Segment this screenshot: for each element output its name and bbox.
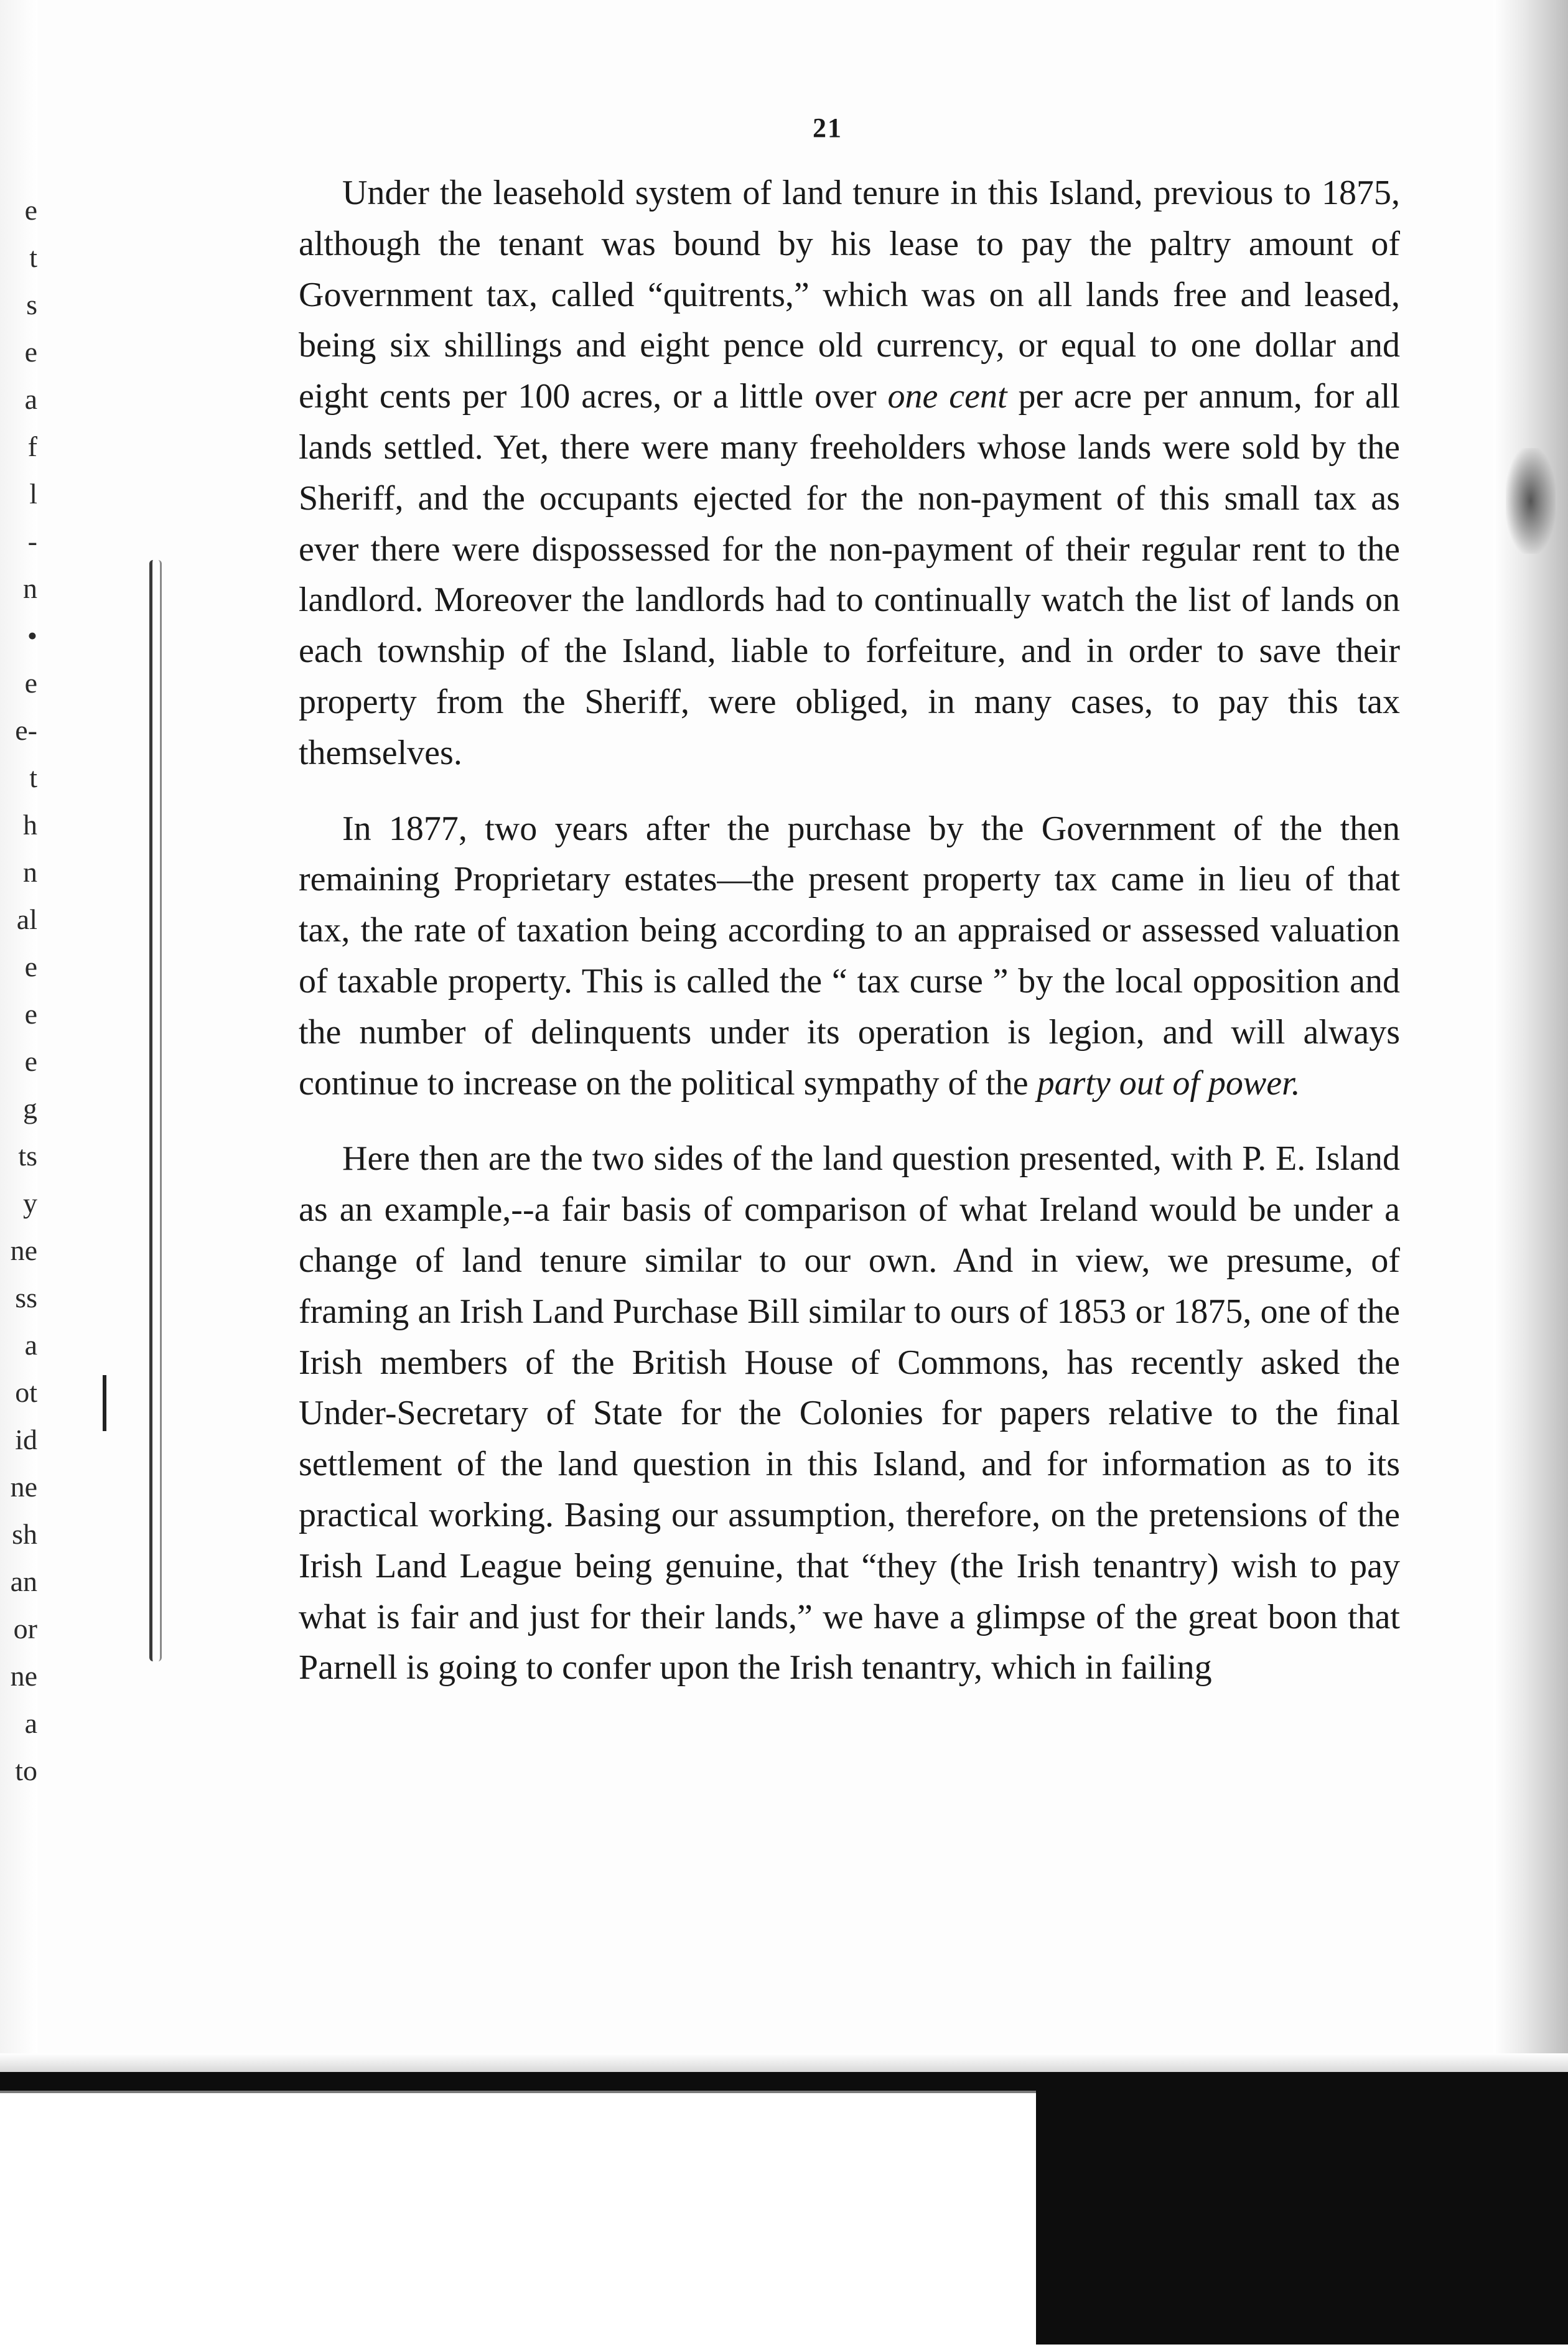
facing-fragment: sh: [12, 1518, 37, 1550]
binding-mark: [149, 560, 162, 1661]
facing-fragment: f: [27, 431, 37, 462]
page-number: 21: [813, 113, 842, 143]
right-edge-shadow: [1493, 0, 1568, 2103]
paragraph-text: Here then are the two sides of the land question presented, with P. E. Island as an example,--a fair basis of comparison of what Ireland would be under a change of land tenure similar to our own. And in view, we presume, of framing an Irish Land Purchase Bill similar to ours of 1853 or 1875, one of the Irish members of the British House of Commons, has recently asked the Under-Secretary of State for the Colonies for papers relative to the final settlement of the land question in this Island, and for information as to its practical working. Basing our assumption, therefore, on the pretensions of the Irish Land League being genuine, that “they (the Irish tenantry) wish to pay what is fair and just for their lands,” we have a glimpse of the great boon that Parnell is going to confer upon the Irish tenantry, which in failing: [299, 1139, 1400, 1687]
lower-paper-slip: [0, 2091, 1036, 2347]
facing-page-fragments: [0, 187, 37, 1794]
facing-fragment: e: [24, 951, 37, 982]
facing-fragment: e-: [15, 714, 37, 746]
facing-fragment: al: [16, 903, 37, 935]
facing-fragment: l: [29, 478, 37, 510]
facing-fragment: an: [10, 1565, 37, 1597]
facing-fragment: id: [15, 1424, 37, 1455]
facing-fragment: e: [24, 1045, 37, 1077]
facing-fragment: ts: [18, 1140, 37, 1172]
facing-fragment: a: [24, 383, 37, 415]
facing-fragment: ne: [10, 1471, 37, 1503]
facing-fragment: e: [24, 194, 37, 226]
facing-fragment: g: [23, 1093, 37, 1124]
facing-fragment: ne: [10, 1660, 37, 1692]
facing-fragment: ss: [15, 1282, 37, 1313]
facing-fragment: t: [29, 762, 37, 793]
body-text: [299, 168, 1400, 1694]
facing-fragment: n: [23, 572, 37, 604]
facing-fragment: e: [24, 998, 37, 1030]
facing-fragment: a: [24, 1329, 37, 1361]
paragraph-leasehold: [299, 168, 1400, 779]
facing-fragment: s: [26, 289, 37, 320]
paragraph-text: In 1877, two years after the purchase by the Government of the then remaining Proprietary estates—the present property tax came in lieu of that tax, the rate of taxation being according to an appraised or assessed valuation of taxable property. This is called the “ tax curse ” by the local opposition and the number of delinquents under its operation is legion, and will always continue to increase on the political sympathy of the: [299, 809, 1400, 1103]
paragraph-property-tax: [299, 804, 1400, 1109]
facing-fragment: n: [23, 856, 37, 888]
facing-fragment: y: [23, 1187, 37, 1219]
page-bottom-edge: [0, 2053, 1568, 2072]
paragraph-land-question: [299, 1134, 1400, 1694]
paragraph-text: per acre per annum, for all lands settled. Yet, there were many freeholders whose lands were sold by the Sheriff, and the occupants ejected for the non-payment of this small tax as ever there were dispossessed for the non-payment of their regular rent to the landlord. Moreover the landlords had to continually watch the list of lands on each township of the Island, liable to forfeiture, and in order to save their property from the Sheriff, were obliged, in many cases, to pay this tax themselves.: [299, 377, 1401, 772]
facing-fragment: h: [23, 809, 37, 841]
facing-fragment: t: [29, 241, 37, 273]
binding-mark-short: [103, 1375, 106, 1431]
facing-fragment: or: [13, 1613, 37, 1645]
facing-fragment: e: [24, 336, 37, 368]
paragraph-emphasis: party out of power.: [1037, 1063, 1300, 1103]
facing-fragment: ne: [10, 1234, 37, 1266]
facing-fragment: -: [27, 525, 37, 557]
facing-fragment: ot: [15, 1376, 37, 1408]
facing-fragment: •: [27, 620, 37, 651]
paragraph-text: Under the leasehold system of land tenure in this Island, previous to 1875, although the tenant was bound by his lease to pay the paltry amount of Government tax, called “quitrents,” which was on all lands free and leased, being six shillings and eight pence old currency, or equal to one dollar and eight cents per 100 acres, or a little over: [299, 174, 1400, 416]
facing-fragment: a: [24, 1707, 37, 1739]
facing-fragment: to: [15, 1755, 37, 1786]
paragraph-emphasis: one cent: [887, 377, 1007, 416]
facing-fragment: e: [24, 667, 37, 699]
ink-smudge: [1506, 448, 1556, 554]
